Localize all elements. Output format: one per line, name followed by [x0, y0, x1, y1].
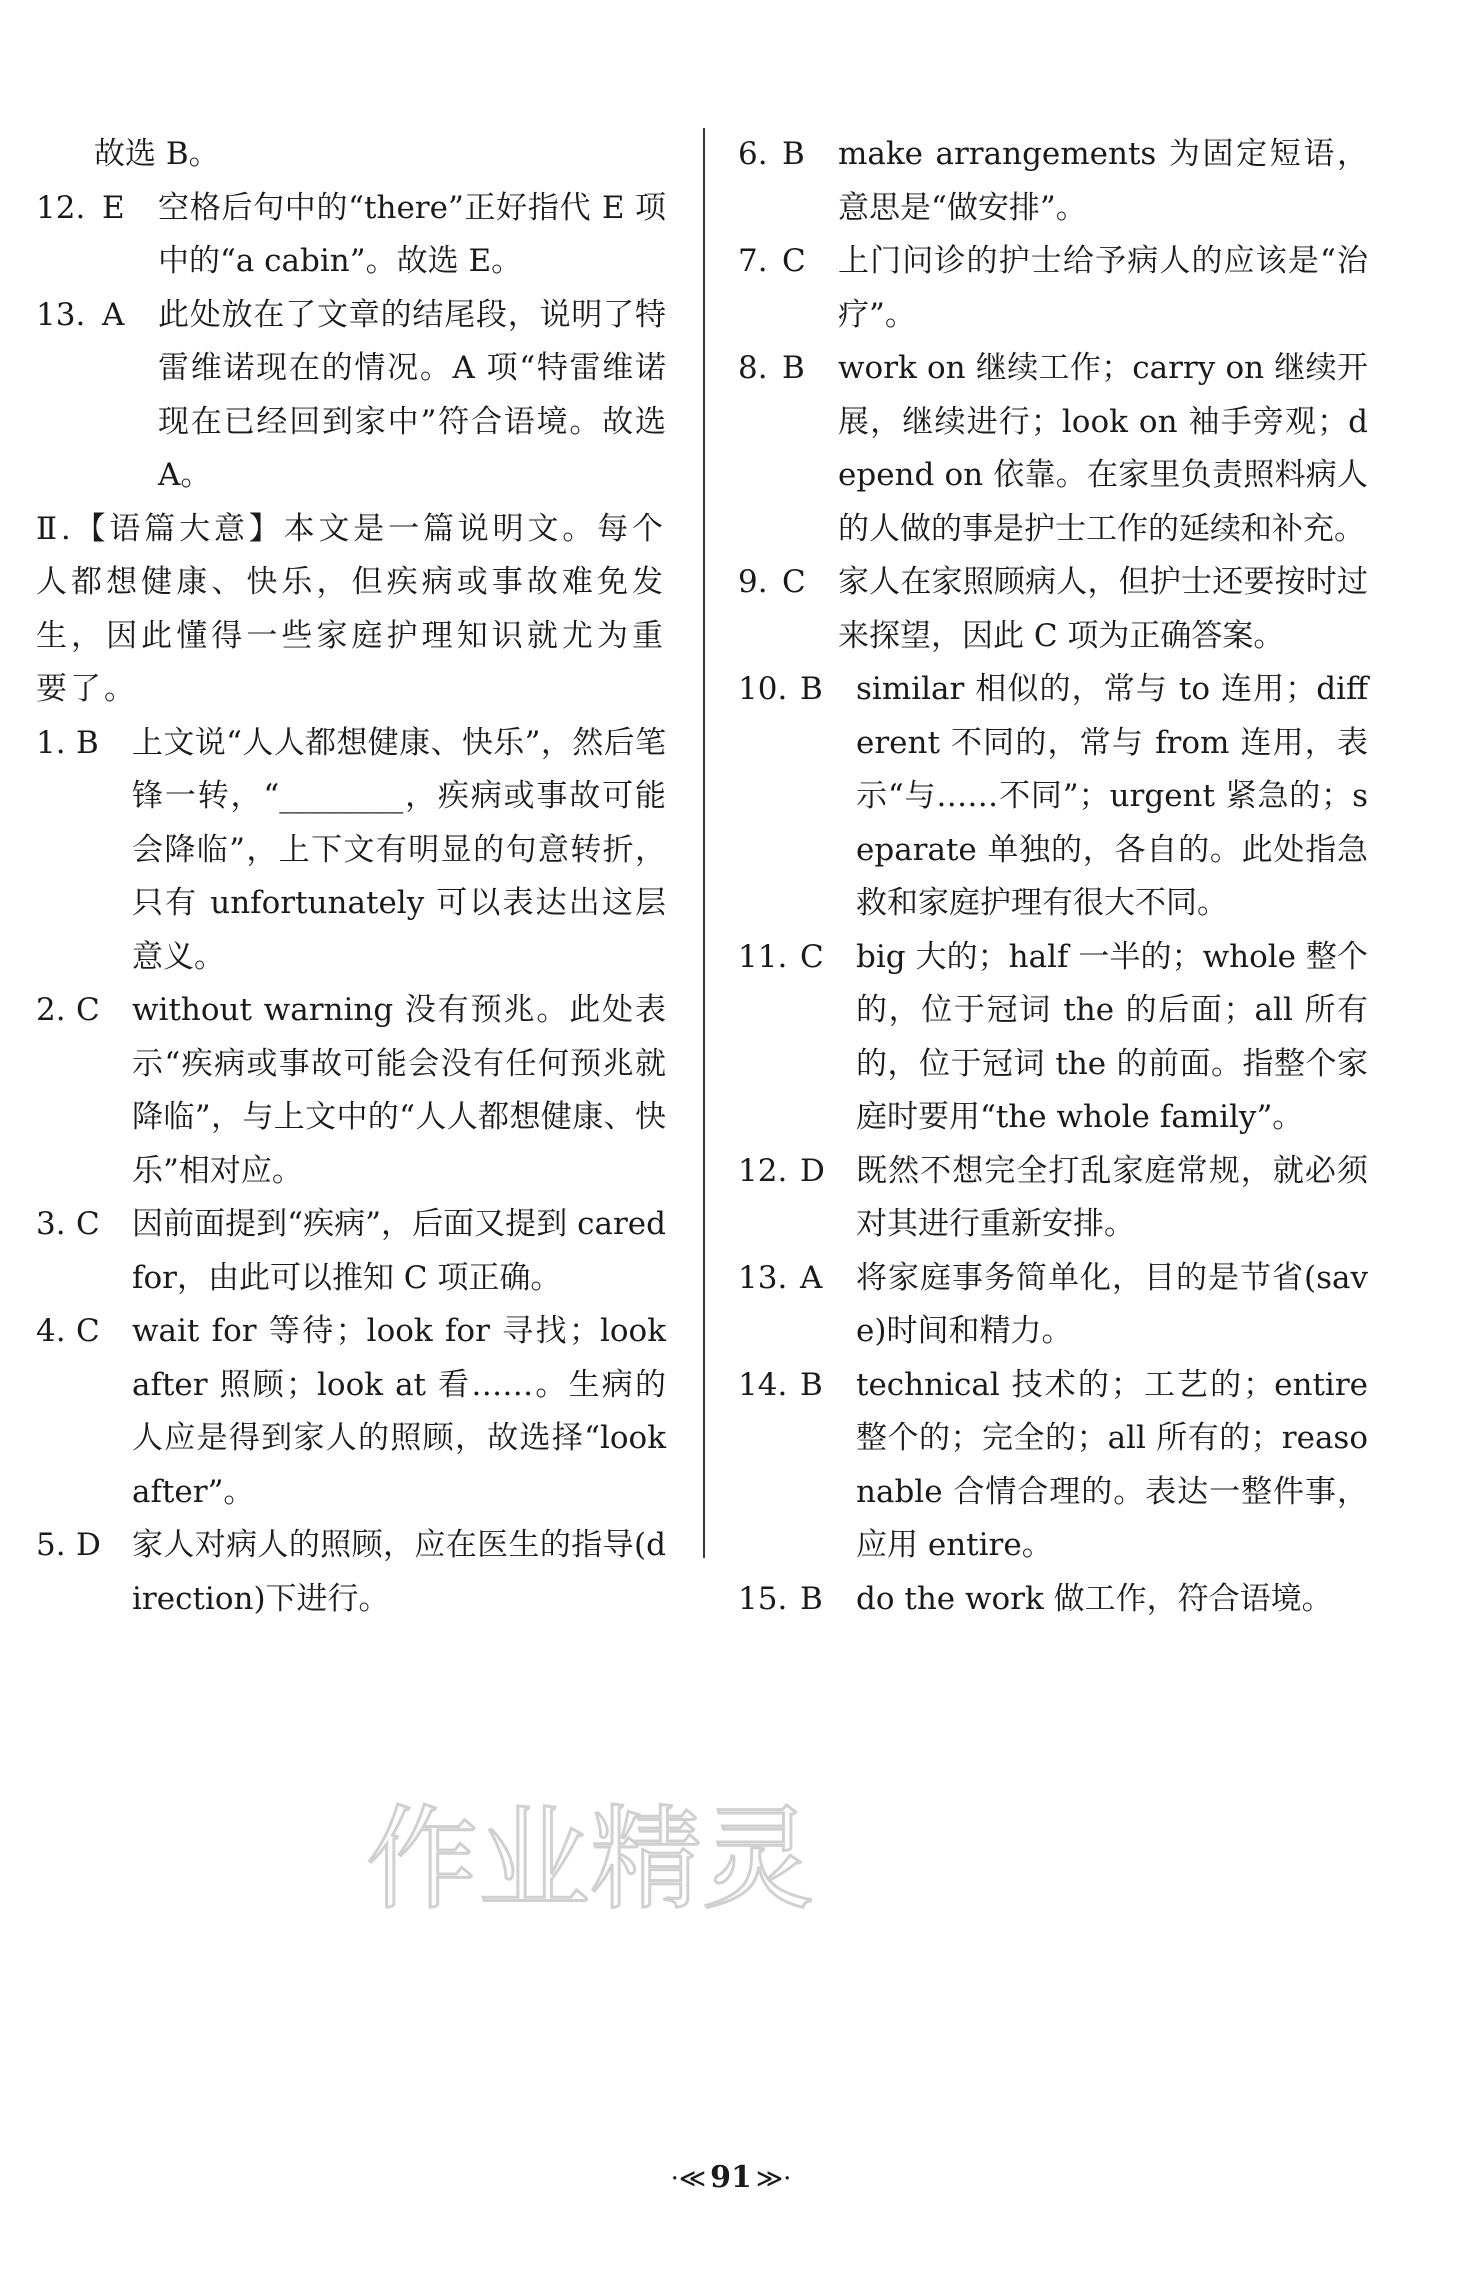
item-answer: D [800, 1152, 825, 1189]
item-answer: B [782, 350, 805, 386]
item-number: 1. [36, 724, 66, 761]
item-number: 12. [738, 1152, 788, 1189]
answer-item [36, 182, 666, 289]
answer-item [738, 1145, 1368, 1252]
answer-item [36, 1519, 666, 1626]
item-number: 10. [738, 671, 788, 707]
item-explanation: 因前面提到“疾病”，后面又提到 cared for，由此可以推知 C 项正确。 [132, 1206, 666, 1296]
answer-item [738, 1252, 1368, 1359]
answer-item [738, 931, 1368, 1145]
item-answer: B [800, 1366, 823, 1403]
answer-item [738, 663, 1368, 931]
item-number: 4. [36, 1313, 66, 1349]
item-explanation: 空格后句中的“there”正好指代 E 项中的“a cabin”。故选 E。 [158, 189, 666, 279]
page-number: 91 [710, 2160, 752, 2195]
item-number: 15. [738, 1580, 788, 1617]
item-number: 2. [36, 992, 66, 1028]
item-explanation: big 大的；half 一半的；whole 整个的，位于冠词 the 的后面；all 所有的，位于冠词 the 的前面。指整个家庭时要用“the whole family”。 [856, 938, 1368, 1135]
item-number: 12. [36, 189, 86, 226]
watermark [340, 1780, 840, 1940]
item-number: 7. [738, 243, 768, 279]
item-explanation: make arrangements 为固定短语，意思是“做安排”。 [838, 136, 1368, 226]
item-answer: C [800, 938, 824, 975]
item-answer: A [800, 1259, 823, 1296]
item-explanation: 此处放在了文章的结尾段，说明了特雷维诺现在的情况。A 项“特雷维诺现在已经回到家中”符合语境。故选 A。 [158, 296, 666, 493]
item-number: 6. [738, 136, 768, 172]
answer-item [36, 984, 666, 1198]
item-explanation: without warning 没有预兆。此处表示“疾病或事故可能会没有任何预兆就降临”，与上文中的“人人都想健康、快乐”相对应。 [132, 992, 666, 1189]
answer-item [36, 1305, 666, 1519]
item-number: 8. [738, 350, 768, 386]
right-column [738, 128, 1368, 1626]
item-explanation: 上文说“人人都想健康、快乐”，然后笔锋一转，“________，疾病或事故可能会降临”，上下文有明显的句意转折，只有 unfortunately 可以表达出这层意义。 [132, 724, 666, 975]
answer-item [36, 1198, 666, 1305]
item-explanation: 既然不想完全打乱家庭常规，就必须对其进行重新安排。 [856, 1152, 1368, 1242]
left-column [36, 128, 666, 1626]
answer-continuation [36, 128, 666, 182]
answer-item [738, 235, 1368, 342]
continuation-text: 故选 B。 [94, 136, 220, 172]
item-number: 5. [36, 1527, 66, 1563]
answer-item [738, 128, 1368, 235]
item-answer: E [102, 189, 125, 226]
item-answer: C [782, 564, 806, 600]
passage-summary: Ⅱ.【语篇大意】本文是一篇说明文。每个人都想健康、快乐，但疾病或事故难免发生，因此懂得一些家庭护理知识就尤为重要了。 [36, 510, 666, 707]
answer-item [738, 556, 1368, 663]
item-explanation: wait for 等待；look for 寻找；look after 照顾；look at 看……。生病的人应是得到家人的照顾，故选择“look after”。 [132, 1313, 666, 1510]
item-answer: C [76, 1206, 100, 1242]
answer-item [36, 289, 666, 503]
item-answer: D [76, 1527, 101, 1563]
item-explanation: 家人在家照顾病人，但护士还要按时过来探望，因此 C 项为正确答案。 [838, 564, 1368, 654]
item-number: 13. [36, 296, 86, 333]
page-number-deco-left: ·≪ [670, 2164, 707, 2194]
item-explanation: do the work 做工作，符合语境。 [856, 1580, 1333, 1617]
item-answer: B [800, 1580, 823, 1617]
item-answer: B [782, 136, 805, 172]
item-answer: B [800, 671, 823, 707]
item-number: 11. [738, 938, 788, 975]
page-footer [0, 2160, 1462, 2195]
item-number: 3. [36, 1206, 66, 1242]
item-explanation: similar 相似的，常与 to 连用；different 不同的，常与 from 连用，表示“与……不同”；urgent 紧急的；separate 单独的，各自的。此处指急救和家庭护理有很大不同。 [856, 671, 1368, 921]
item-answer: C [76, 992, 100, 1028]
item-explanation: 上门问诊的护士给予病人的应该是“治疗”。 [838, 243, 1368, 333]
item-explanation: technical 技术的；工艺的；entire 整个的；完全的；all 所有的；reasonable 合情合理的。表达一整件事，应用 entire。 [856, 1366, 1368, 1563]
item-number: 9. [738, 564, 768, 600]
answer-item [738, 1359, 1368, 1573]
item-answer: C [76, 1313, 100, 1349]
watermark-graphic [340, 1780, 840, 1940]
item-number: 13. [738, 1259, 788, 1296]
item-explanation: 家人对病人的照顾，应在医生的指导(direction)下进行。 [132, 1527, 666, 1617]
item-explanation: 将家庭事务简单化，目的是节省(save)时间和精力。 [856, 1259, 1368, 1349]
item-answer: C [782, 243, 806, 279]
answer-item [36, 717, 666, 985]
item-number: 14. [738, 1366, 788, 1403]
watermark-text: 作业精灵 [366, 1795, 814, 1925]
page-number-deco-right: ≫· [755, 2164, 792, 2194]
item-answer: B [76, 724, 99, 761]
answer-item [738, 1573, 1368, 1627]
answer-item [738, 342, 1368, 556]
item-answer: A [102, 296, 125, 333]
column-divider [703, 128, 705, 1558]
item-explanation: work on 继续工作；carry on 继续开展，继续进行；look on 袖手旁观；depend on 依靠。在家里负责照料病人的人做的事是护士工作的延续和补充。 [838, 350, 1368, 547]
